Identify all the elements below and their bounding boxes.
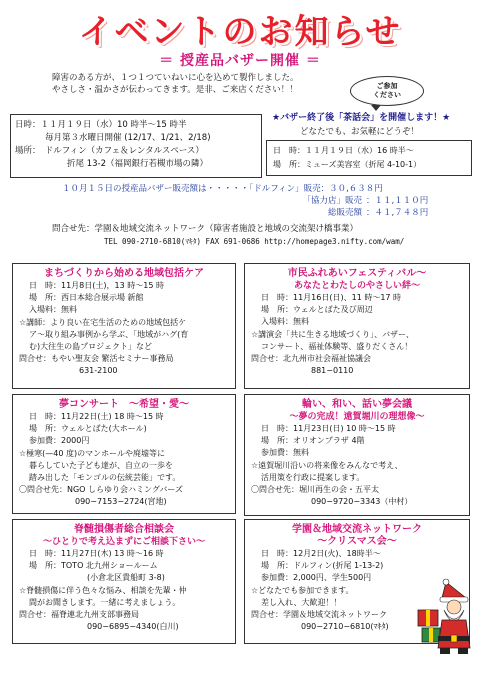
card-line: 場 所：ウェルとばた及び周辺 [261, 305, 373, 315]
card-line: ☆極寒(—40 度)のマンホールや廃墟等に [19, 448, 165, 458]
card-line: ア〜取り組み事例から学ぶ、「地域がハグ(育 [29, 329, 189, 339]
card-heading: 市民ふれあいフェスティバル〜 [287, 268, 427, 279]
card-line: 間がお聞きします。一緒に考えましょう。 [29, 597, 181, 607]
tea-party-sub: どなたでも、お気軽にどうぞ！ [300, 127, 420, 137]
bazaar-place2: 折尾 13-2（福岡銀行若槻市場の隣） [67, 159, 208, 169]
sales-row [62, 195, 428, 207]
card-line: む)大往生の島プロジェクト」など [29, 342, 152, 352]
card-heading: 夢コンサート 〜希望・愛〜 [59, 399, 189, 410]
card-line: 差し入れ、大歓迎！！ [261, 597, 342, 607]
card-subheading: 〜夢の完成！遠賀堀川の理想像〜 [289, 412, 425, 422]
bazaar-monthly: 毎月第３水曜日開催 (12/17、1/21、2/18) [45, 133, 211, 143]
card-line: 活用策を行政に提案します。 [261, 472, 365, 482]
card-line: 入場料：無料 [261, 317, 309, 327]
card-line: 090−7153−2724(宮地) [75, 497, 167, 507]
card-line: 踏み出した「モンゴルの伝統芸能」です。 [29, 473, 181, 483]
card-line: 場 所：ドルフィン(折尾 1-13-2) [261, 561, 384, 571]
event-card-dream-concert [12, 394, 236, 514]
intro-line: やさしさ・温かさが伝わってきます。是非、ご来店ください！！ [52, 85, 298, 95]
card-line: 参加費：2,000円、学生500円 [261, 573, 372, 583]
santa-illustration [416, 576, 474, 656]
card-line: 881−0110 [311, 366, 354, 376]
card-line: 入場料：無料 [29, 305, 77, 315]
card-line: 090−9720−3343（中村） [311, 497, 413, 507]
event-card-dream-meeting [244, 394, 470, 516]
card-line: ☆脊髄損傷に伴う色々な悩み、相談を先輩・仲 [19, 585, 187, 595]
event-card-community-care [12, 263, 236, 389]
event-card-spinal-consultation [12, 519, 236, 644]
bazaar-date: 日時：１１月１９日（水）10 時半〜15 時半 [15, 120, 187, 130]
card-line: ☆講師：より良い在宅生活のための地域包括ケ [19, 317, 187, 327]
bazaar-info-box [10, 114, 262, 178]
card-line: 日 時：12月2日(火)、18時半〜 [261, 549, 381, 558]
card-line: 日 時：11月27日(木) 13 時〜16 時 [29, 549, 164, 558]
card-subheading: あなたとわたしのやさしい絆〜 [293, 281, 420, 291]
page-subtitle: ＝ 授産品バザー開催 ＝ [159, 53, 321, 69]
sales-value: ：１１,１１０円 [366, 196, 429, 206]
card-line: 日 時：11月8日(土)，13 時〜15 時 [29, 281, 164, 290]
card-line: 問合せ：福脊連北九州支部事務局 [19, 610, 139, 620]
card-heading: まちづくりから始める地域包括ケア [44, 268, 204, 279]
card-line: 問合せ：もやい聖友会 繁活セミナー事務局 [19, 354, 174, 364]
card-line: ☆遠賀堀川沿いの将来像をみんなで考え、 [251, 460, 403, 470]
card-line: ☆講演会「共に生きる地域づくり」、バザー、 [251, 329, 414, 339]
event-card-festival [244, 263, 470, 389]
card-line: 参加費：無料 [261, 448, 309, 458]
card-line: 日 時：11月22日(土) 18 時〜15 時 [29, 412, 164, 421]
sales-key: 総販売額 [327, 208, 362, 218]
card-line: 〇問合せ先：堀川再生の会・五平太 [251, 485, 379, 495]
tea-party-box [266, 140, 472, 176]
card-line: コンサート、福祉体験等、盛りだくさん！ [261, 341, 413, 351]
card-line: ☆どなたでも参加できます。 [251, 585, 354, 595]
contact-line: 問合せ先：学園＆地域交流ネットワーク（障害者施設と地域の交流架け橋事業） [52, 224, 359, 234]
sales-value: ：４１,７４８円 [366, 208, 429, 218]
tea-party-place: 場 所：ミューズ美容室（折尾 4-10-1） [273, 160, 422, 169]
sales-lead: １０月１５日の授産品バザー販売額は・・・・・「ドルフィン」販売：３０,６３８円 [62, 184, 383, 194]
card-line: 日 時：11月23日(日) 10 時〜15 時 [261, 424, 396, 433]
card-line: 参加費：2000円 [29, 436, 90, 446]
card-line: 場 所：TOTO 北九州ショールーム [29, 561, 158, 571]
tea-party-date: 日 時：１１月１９日（水）16 時半〜 [273, 146, 414, 155]
card-line: 〇問合せ先：NGO しらゆり会ハミングバーズ [19, 485, 183, 495]
sales-row [62, 207, 428, 219]
card-line: 631-2100 [79, 366, 118, 376]
card-subheading: 〜クリスマス会〜 [317, 536, 397, 547]
card-heading: 輪い、和い、話い夢会議 [302, 399, 412, 410]
card-subheading: 〜ひとりで考え込まずにご相談下さい〜 [42, 537, 205, 547]
card-line: 場 所：西日本総合展示場 新館 [29, 293, 144, 303]
card-line: 090−2710−6810(ﾏｷﾀ) [301, 622, 389, 632]
card-line: 日 時：11月16日(日)、11 時〜17 時 [261, 293, 402, 302]
card-line: 場 所：オリオンプラザ 4階 [261, 436, 365, 446]
sales-report [62, 183, 428, 219]
sales-key: 「協力店」販売 [302, 196, 362, 206]
speech-bubble [350, 76, 424, 106]
intro-line: 障害のある方が、１つ１つていねいに心を込めて製作しました。 [52, 73, 299, 83]
card-heading: 脊髄損傷者総合相談会 [74, 524, 174, 535]
bazaar-place: 場所： ドルフィン（カフェ＆レンタルスペース） [15, 146, 204, 156]
contact-details: TEL 090-2710-6810(ﾏｷﾀ) FAX 691-0686 http://homepage3.nifty.com/wam/ [104, 237, 405, 246]
intro-text [52, 72, 299, 96]
bubble-line: ください [373, 91, 401, 99]
card-line: 問合せ：学園＆地域交流ネットワーク [251, 610, 387, 620]
card-line: 090−6895−4340(白川) [87, 622, 179, 632]
card-line: (小倉北区貴船町 3-8) [87, 573, 165, 583]
tea-party-headline: ★バザー終了後「茶話会」を開催します！★ [272, 113, 451, 123]
card-line: 場 所：ウェルとばた(大ホール) [29, 424, 147, 434]
page-title: イベントのお知らせ [78, 12, 402, 52]
bubble-line: ご参加 [376, 82, 398, 90]
card-line: 暮らしていた子ども達が、自立の一歩を [29, 460, 173, 470]
card-line: 問合せ：北九州市社会福祉協議会 [251, 354, 371, 364]
card-heading: 学園＆地域交流ネットワーク [292, 524, 422, 535]
